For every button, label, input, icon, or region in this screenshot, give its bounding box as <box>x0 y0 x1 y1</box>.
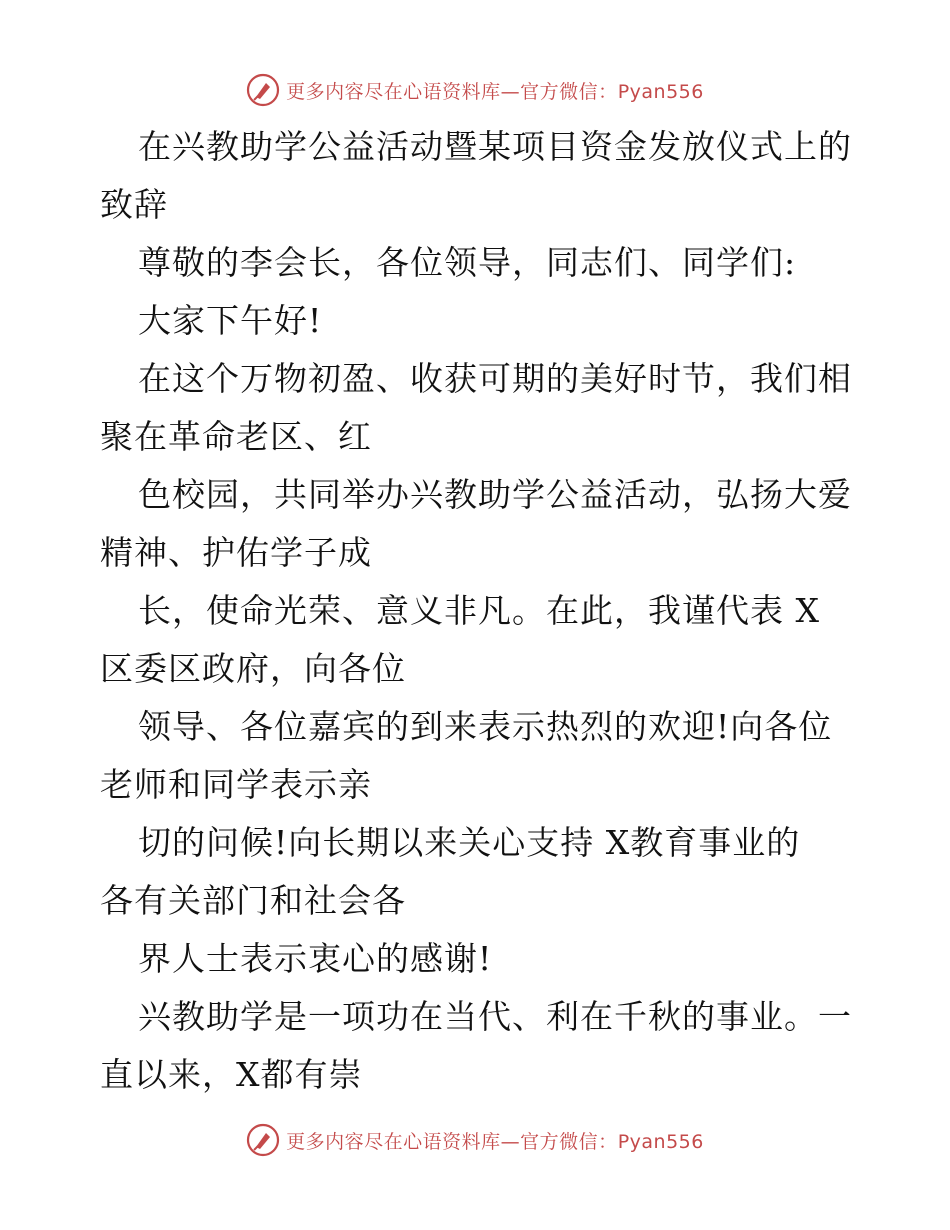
watermark-separator: — <box>500 80 521 103</box>
document-line: 老师和同学表示亲 <box>100 765 372 804</box>
document-line: 在这个万物初盈、收获可期的美好时节，我们相 <box>138 359 852 398</box>
watermark-contact-id: Pyan556 <box>617 80 704 103</box>
document-line: 聚在革命老区、红 <box>100 417 372 456</box>
document-line: 切的问候!向长期以来关心支持 X教育事业的 <box>138 823 801 862</box>
watermark-text <box>286 77 704 104</box>
document-line: 兴教助学是一项功在当代、利在千秋的事业。一 <box>138 997 852 1036</box>
watermark-text <box>286 1127 704 1154</box>
document-line: 领导、各位嘉宾的到来表示热烈的欢迎!向各位 <box>138 707 833 746</box>
document-line: 各有关部门和社会各 <box>100 881 406 920</box>
document-body <box>100 118 860 1104</box>
brand-banner <box>246 1123 704 1157</box>
page-footer-watermark <box>0 1120 950 1160</box>
document-line: 尊敬的李会长，各位领导，同志们、同学们: <box>138 243 797 282</box>
page-header-watermark <box>0 70 950 110</box>
watermark-contact-label: 官方微信： <box>520 80 618 103</box>
document-line: 致辞 <box>100 185 168 224</box>
document-line: 界人士表示衷心的感谢! <box>138 939 493 978</box>
document-line: 长，使命光荣、意义非凡。在此，我谨代表 X <box>138 591 820 630</box>
watermark-contact-id: Pyan556 <box>617 1130 704 1153</box>
document-line: 大家下午好! <box>138 301 323 340</box>
document-line: 精神、护佑学子成 <box>100 533 372 572</box>
watermark-separator: — <box>500 1130 521 1153</box>
watermark-contact-label: 官方微信： <box>520 1130 618 1153</box>
document-line: 直以来，X都有崇 <box>100 1055 363 1094</box>
watermark-site-name: 更多内容尽在心语资料库 <box>286 80 501 103</box>
pen-nib-logo-icon <box>246 1123 280 1157</box>
pen-nib-logo-icon <box>246 73 280 107</box>
brand-banner <box>246 73 704 107</box>
document-line: 在兴教助学公益活动暨某项目资金发放仪式上的 <box>138 127 852 166</box>
document-line: 色校园，共同举办兴教助学公益活动，弘扬大爱 <box>138 475 852 514</box>
watermark-site-name: 更多内容尽在心语资料库 <box>286 1130 501 1153</box>
document-line: 区委区政府，向各位 <box>100 649 406 688</box>
